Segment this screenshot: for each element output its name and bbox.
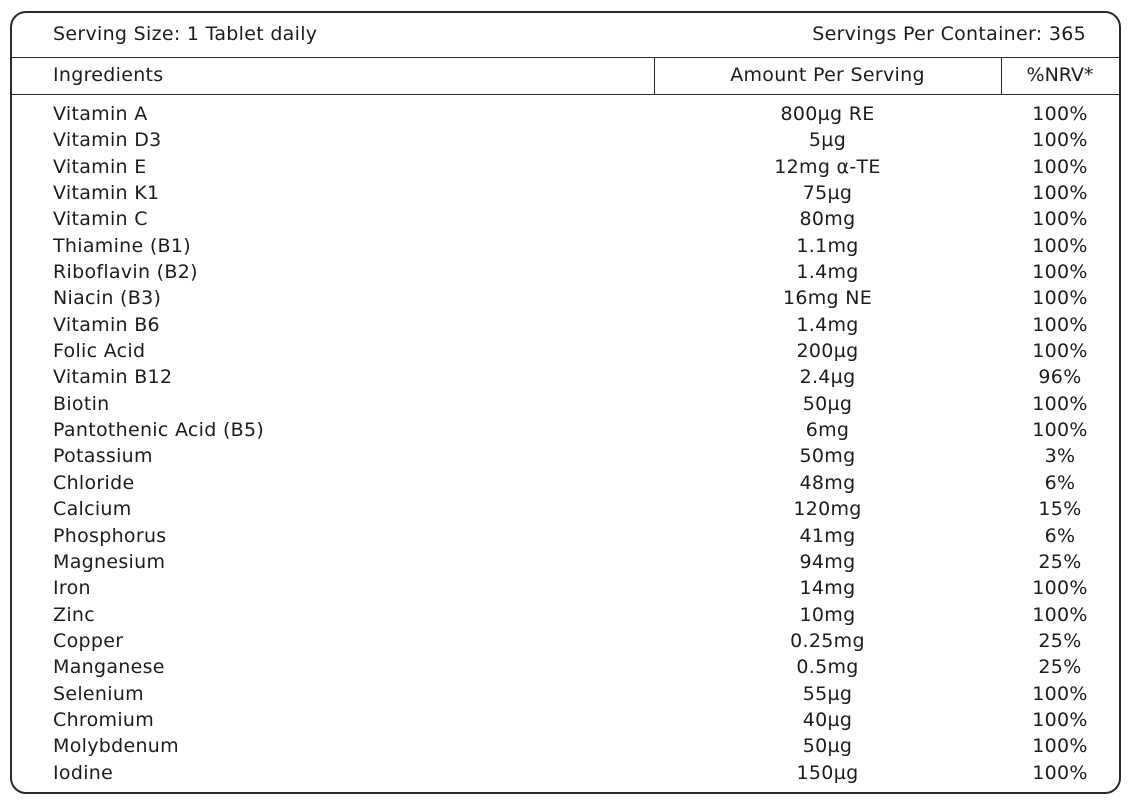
- ingredient-name: Chloride: [53, 471, 135, 494]
- table-row: [12, 338, 1119, 364]
- table-row: [12, 733, 1119, 759]
- ingredient-amount: 40µg: [802, 708, 853, 731]
- ingredient-nrv: 100%: [1032, 182, 1088, 205]
- table-row: [12, 127, 1119, 153]
- ingredient-amount: 12mg α-TE: [774, 155, 881, 178]
- ingredient-amount: 2.4µg: [799, 366, 856, 389]
- ingredient-name: Thiamine (B1): [53, 234, 191, 257]
- ingredient-nrv: 100%: [1032, 392, 1088, 415]
- ingredient-nrv: 6%: [1044, 471, 1076, 494]
- serving-size: Serving Size: 1 Tablet daily: [53, 23, 318, 45]
- ingredient-amount: 10mg: [799, 603, 856, 626]
- ingredient-nrv: 100%: [1032, 103, 1088, 125]
- ingredient-nrv: 100%: [1032, 761, 1088, 784]
- ingredient-amount: 50µg: [802, 392, 853, 415]
- ingredient-name: Vitamin B12: [53, 366, 173, 389]
- table-row: [12, 285, 1119, 311]
- ingredient-name: Copper: [53, 629, 124, 652]
- ingredient-nrv: 3%: [1044, 445, 1076, 468]
- ingredient-name: Chromium: [53, 708, 155, 731]
- ingredient-nrv: 96%: [1038, 366, 1082, 389]
- ingredient-list: [12, 101, 1119, 786]
- ingredient-name: Potassium: [53, 445, 153, 468]
- ingredient-amount: 6mg: [805, 419, 850, 442]
- ingredient-nrv: 100%: [1032, 313, 1088, 336]
- ingredient-amount: 5µg: [808, 129, 847, 152]
- ingredient-nrv: 6%: [1044, 524, 1076, 547]
- ingredient-name: Calcium: [53, 498, 132, 521]
- table-row: [12, 549, 1119, 575]
- table-row: [12, 470, 1119, 496]
- ingredient-amount: 55µg: [802, 682, 853, 705]
- ingredient-amount: 0.5mg: [796, 656, 859, 679]
- table-row: [12, 707, 1119, 733]
- ingredient-amount: 41mg: [799, 524, 856, 547]
- ingredient-name: Pantothenic Acid (B5): [53, 419, 265, 442]
- ingredient-nrv: 100%: [1032, 287, 1088, 310]
- ingredient-name: Magnesium: [53, 550, 166, 573]
- ingredient-nrv: 100%: [1032, 682, 1088, 705]
- ingredient-name: Niacin (B3): [53, 287, 162, 310]
- ingredient-name: Riboflavin (B2): [53, 261, 198, 284]
- ingredient-amount: 48mg: [799, 471, 856, 494]
- ingredient-name: Iodine: [53, 761, 114, 784]
- ingredient-amount: 150µg: [796, 761, 859, 784]
- table-row: [12, 681, 1119, 707]
- ingredient-name: Folic Acid: [53, 340, 146, 363]
- ingredient-name: Manganese: [53, 656, 165, 679]
- table-row: [12, 443, 1119, 469]
- ingredient-amount: 75µg: [802, 182, 853, 205]
- ingredient-amount: 16mg NE: [782, 287, 873, 310]
- table-row: [12, 391, 1119, 417]
- ingredient-amount: 1.4mg: [796, 313, 859, 336]
- ingredient-amount: 50µg: [802, 735, 853, 758]
- ingredient-nrv: 100%: [1032, 577, 1088, 600]
- table-row: [12, 233, 1119, 259]
- table-row: [12, 628, 1119, 654]
- ingredient-name: Biotin: [53, 392, 110, 415]
- ingredient-amount: 14mg: [799, 577, 856, 600]
- ingredient-nrv: 25%: [1038, 629, 1082, 652]
- nutrition-facts-panel: [10, 11, 1121, 794]
- table-row: [12, 602, 1119, 628]
- servings-per-container: Servings Per Container: 365: [812, 23, 1086, 45]
- ingredient-nrv: 100%: [1032, 129, 1088, 152]
- ingredient-nrv: 100%: [1032, 419, 1088, 442]
- header-ingredients: Ingredients: [53, 64, 164, 86]
- ingredient-name: Phosphorus: [53, 524, 167, 547]
- table-row: [12, 760, 1119, 786]
- ingredient-nrv: 100%: [1032, 155, 1088, 178]
- ingredient-name: Vitamin B6: [53, 313, 160, 336]
- table-row: [12, 523, 1119, 549]
- ingredient-amount: 1.1mg: [796, 234, 859, 257]
- serving-row: [12, 13, 1119, 58]
- table-row: [12, 496, 1119, 522]
- table-row: [12, 206, 1119, 232]
- ingredient-name: Iron: [53, 577, 91, 600]
- ingredient-amount: 1.4mg: [796, 261, 859, 284]
- table-row: [12, 364, 1119, 390]
- ingredient-nrv: 15%: [1038, 498, 1082, 521]
- ingredient-nrv: 25%: [1038, 656, 1082, 679]
- ingredient-name: Vitamin A: [53, 103, 148, 125]
- ingredient-name: Vitamin K1: [53, 182, 160, 205]
- table-row: [12, 575, 1119, 601]
- table-row: [12, 312, 1119, 338]
- ingredient-amount: 94mg: [799, 550, 856, 573]
- header-amount-per-serving: Amount Per Serving: [730, 64, 925, 86]
- ingredient-amount: 80mg: [799, 208, 856, 231]
- ingredient-nrv: 25%: [1038, 550, 1082, 573]
- ingredient-amount: 0.25mg: [790, 629, 865, 652]
- table-row: [12, 154, 1119, 180]
- table-row: [12, 654, 1119, 680]
- ingredient-nrv: 100%: [1032, 208, 1088, 231]
- header-nrv: %NRV*: [1026, 64, 1094, 86]
- ingredient-name: Vitamin D3: [53, 129, 162, 152]
- ingredient-amount: 50mg: [799, 445, 856, 468]
- ingredient-amount: 800µg RE: [780, 103, 875, 125]
- ingredient-name: Selenium: [53, 682, 144, 705]
- ingredient-amount: 120mg: [793, 498, 862, 521]
- ingredient-nrv: 100%: [1032, 735, 1088, 758]
- table-row: [12, 101, 1119, 127]
- ingredient-nrv: 100%: [1032, 603, 1088, 626]
- table-row: [12, 180, 1119, 206]
- ingredient-nrv: 100%: [1032, 708, 1088, 731]
- ingredient-amount: 200µg: [796, 340, 859, 363]
- ingredient-name: Molybdenum: [53, 735, 179, 758]
- table-row: [12, 259, 1119, 285]
- ingredient-name: Vitamin E: [53, 155, 147, 178]
- ingredient-nrv: 100%: [1032, 261, 1088, 284]
- ingredient-nrv: 100%: [1032, 340, 1088, 363]
- table-row: [12, 417, 1119, 443]
- ingredient-nrv: 100%: [1032, 234, 1088, 257]
- ingredient-name: Zinc: [53, 603, 95, 626]
- ingredient-name: Vitamin C: [53, 208, 148, 231]
